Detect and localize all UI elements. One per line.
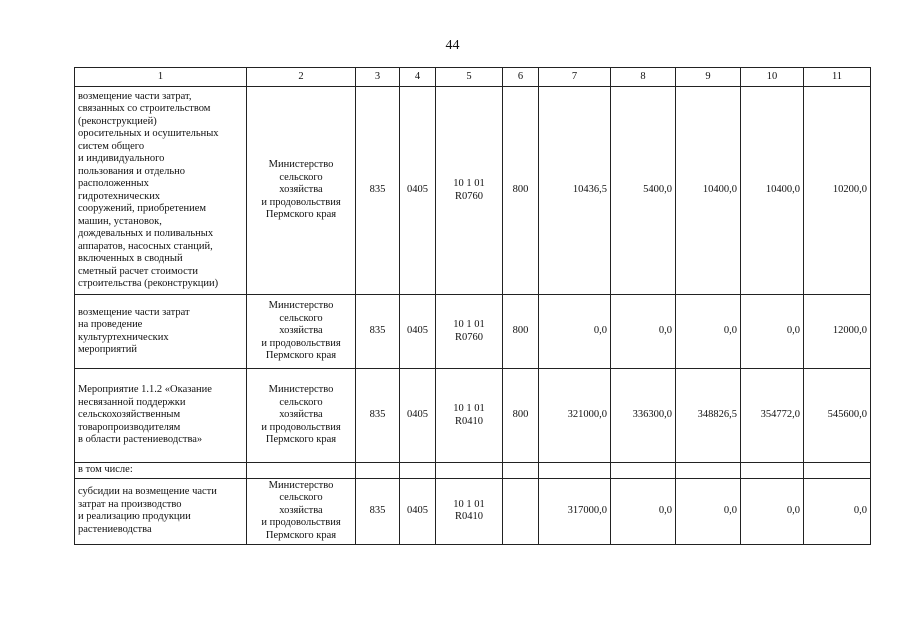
empty-cell (676, 463, 741, 479)
value-cell: 0,0 (611, 295, 676, 369)
table-row (75, 87, 871, 295)
header-cell: 9 (676, 68, 741, 87)
code-cell: 800 (503, 295, 539, 369)
ministry-cell: Министерство сельского хозяйства и продовольствия Пермского края (247, 369, 356, 463)
empty-cell (611, 463, 676, 479)
header-cell: 8 (611, 68, 676, 87)
subheading-cell: в том числе: (75, 463, 247, 479)
code-cell: 835 (356, 87, 400, 295)
code-cell: 10 1 01 R0760 (436, 295, 503, 369)
value-cell: 5400,0 (611, 87, 676, 295)
budget-table (74, 67, 871, 545)
header-cell: 10 (741, 68, 804, 87)
empty-cell (436, 463, 503, 479)
value-cell: 317000,0 (539, 478, 611, 544)
ministry-cell: Министерство сельского хозяйства и продовольствия Пермского края (247, 478, 356, 544)
empty-cell (804, 463, 871, 479)
table-row (75, 478, 871, 544)
value-cell: 0,0 (804, 478, 871, 544)
value-cell: 336300,0 (611, 369, 676, 463)
code-cell: 0405 (400, 478, 436, 544)
code-cell: 0405 (400, 87, 436, 295)
code-cell: 0405 (400, 295, 436, 369)
empty-cell (539, 463, 611, 479)
code-cell: 800 (503, 87, 539, 295)
value-cell: 0,0 (676, 295, 741, 369)
value-cell: 0,0 (539, 295, 611, 369)
ministry-cell: Министерство сельского хозяйства и продовольствия Пермского края (247, 295, 356, 369)
empty-cell (247, 463, 356, 479)
header-cell: 7 (539, 68, 611, 87)
value-cell: 10436,5 (539, 87, 611, 295)
empty-cell (741, 463, 804, 479)
code-cell: 835 (356, 369, 400, 463)
header-row (75, 68, 871, 87)
subheading-row (75, 463, 871, 479)
description-cell: возмещение части затрат на проведение культуртехнических мероприятий (75, 295, 247, 369)
header-cell: 4 (400, 68, 436, 87)
header-cell: 11 (804, 68, 871, 87)
code-cell: 10 1 01 R0410 (436, 478, 503, 544)
description-cell: субсидии на возмещение части затрат на производство и реализацию продукции растениеводства (75, 478, 247, 544)
header-cell: 2 (247, 68, 356, 87)
code-cell: 10 1 01 R0760 (436, 87, 503, 295)
header-cell: 5 (436, 68, 503, 87)
value-cell: 0,0 (741, 478, 804, 544)
description-cell: Мероприятие 1.1.2 «Оказание несвязанной поддержки сельскохозяйственным товаропроизводителям в области растениеводства» (75, 369, 247, 463)
code-cell (503, 478, 539, 544)
page-number: 44 (445, 38, 460, 53)
value-cell: 10400,0 (676, 87, 741, 295)
value-cell: 321000,0 (539, 369, 611, 463)
code-cell: 800 (503, 369, 539, 463)
table-row (75, 369, 871, 463)
code-cell: 835 (356, 478, 400, 544)
header-cell: 3 (356, 68, 400, 87)
description-cell: возмещение части затрат, связанных со строительством (реконструкцией) оросительных и осушительных систем общего и индивидуального пользования и отдельно расположенных гидротехнических сооружений, приобретением машин, установок, дождевальных и поливальных аппаратов, насосных станций, включенных в сводный сметный расчет стоимости строительства (реконструкции) (75, 87, 247, 295)
value-cell: 12000,0 (804, 295, 871, 369)
code-cell: 0405 (400, 369, 436, 463)
value-cell: 354772,0 (741, 369, 804, 463)
value-cell: 0,0 (676, 478, 741, 544)
value-cell: 545600,0 (804, 369, 871, 463)
value-cell: 10200,0 (804, 87, 871, 295)
ministry-cell: Министерство сельского хозяйства и продовольствия Пермского края (247, 87, 356, 295)
code-cell: 835 (356, 295, 400, 369)
value-cell: 0,0 (611, 478, 676, 544)
code-cell: 10 1 01 R0410 (436, 369, 503, 463)
value-cell: 10400,0 (741, 87, 804, 295)
empty-cell (400, 463, 436, 479)
table-row (75, 295, 871, 369)
header-cell: 1 (75, 68, 247, 87)
empty-cell (356, 463, 400, 479)
empty-cell (503, 463, 539, 479)
header-cell: 6 (503, 68, 539, 87)
value-cell: 0,0 (741, 295, 804, 369)
value-cell: 348826,5 (676, 369, 741, 463)
